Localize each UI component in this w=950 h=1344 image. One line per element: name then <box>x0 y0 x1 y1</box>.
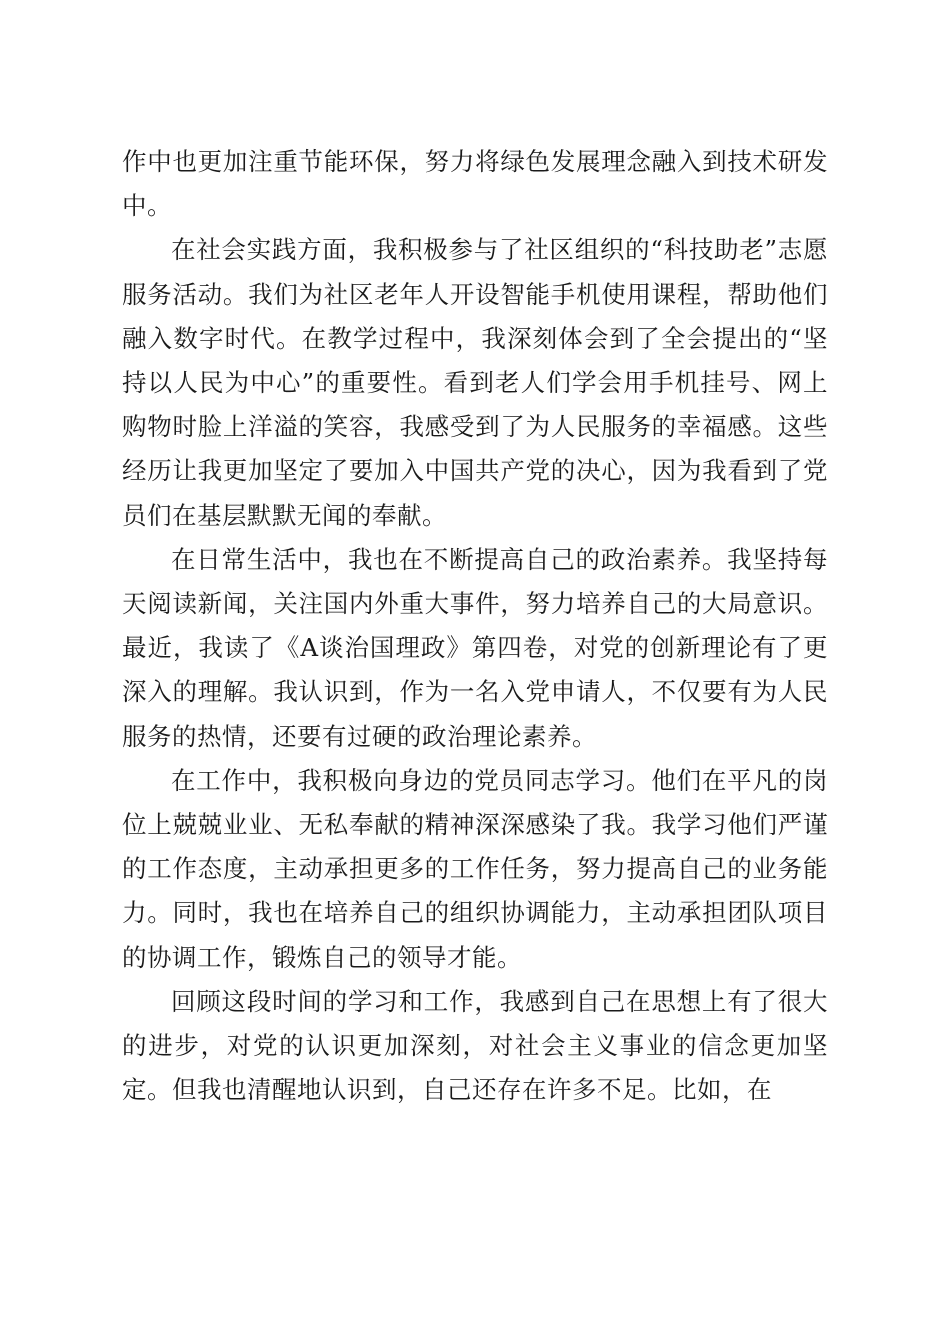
document-body <box>122 140 828 1112</box>
paragraph-review: 回顾这段时间的学习和工作，我感到自己在思想上有了很大的进步，对党的认识更加深刻，对社会主义事业的信念更加坚定。但我也清醒地认识到，自己还存在许多不足。比如，在 <box>122 986 828 1105</box>
paragraph-work: 在工作中，我积极向身边的党员同志学习。他们在平凡的岗位上兢兢业业、无私奉献的精神深深感染了我。我学习他们严谨的工作态度，主动承担更多的工作任务，努力提高自己的业务能力。同时，我也在培养自己的组织协调能力，主动承担团队项目的协调工作，锻炼自己的领导才能。 <box>122 765 828 972</box>
paragraph-social-practice: 在社会实践方面，我积极参与了社区组织的“科技助老”志愿服务活动。我们为社区老年人开设智能手机使用课程，帮助他们融入数字时代。在教学过程中，我深刻体会到了全会提出的“坚持以人民为中心”的重要性。看到老人们学会用手机挂号、网上购物时脸上洋溢的笑容，我感受到了为人民服务的幸福感。这些经历让我更加坚定了要加入中国共产党的决心，因为我看到了党员们在基层默默无闻的奉献。 <box>122 235 828 530</box>
paragraph-continuation: 作中也更加注重节能环保，努力将绿色发展理念融入到技术研发中。 <box>122 147 828 221</box>
paragraph-daily-life: 在日常生活中，我也在不断提高自己的政治素养。我坚持每天阅读新闻，关注国内外重大事件，努力培养自己的大局意识。最近，我读了《A谈治国理政》第四卷，对党的创新理论有了更深入的理解。我认识到，作为一名入党申请人，不仅要有为人民服务的热情，还要有过硬的政治理论素养。 <box>122 544 828 751</box>
